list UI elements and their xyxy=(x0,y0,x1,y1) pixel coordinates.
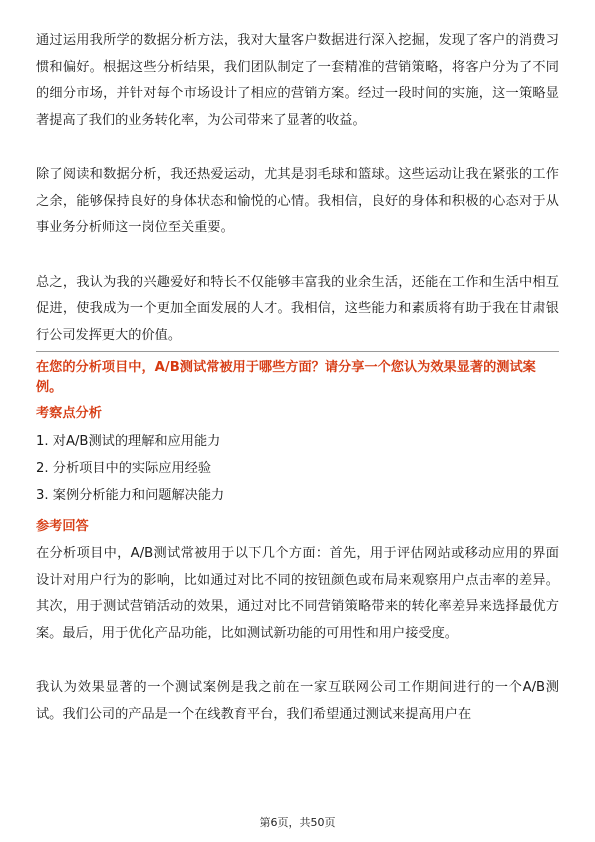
answer-title: 参考回答 xyxy=(36,519,89,534)
answer-paragraph: 在分析项目中，A/B测试常被用于以下几个方面：首先，用于评估网站或移动应用的界面设计对用户行为的影响，比如通过对比不同的按钮颜色或布局来观察用户点击率的差异。其次，用于测试营销活动的效果，通过对比不同营销策略带来的转化率差异来选择最优方案。最后，用于优化产品功能，比如测试新功能的可用性和用户接受度。 xyxy=(36,546,559,641)
analysis-item: 1. 对A/B测试的理解和应用能力 xyxy=(36,434,221,449)
analysis-item: 2. 分析项目中的实际应用经验 xyxy=(36,461,212,476)
analysis-title: 考察点分析 xyxy=(36,406,102,421)
document-page xyxy=(36,28,559,728)
interview-question: 在您的分析项目中，A/B测试常被用于哪些方面？请分享一个您认为效果显著的测试案例。 xyxy=(36,360,536,395)
paragraph-summary: 总之，我认为我的兴趣爱好和特长不仅能够丰富我的业余生活，还能在工作和生活中相互促进，使我成为一个更加全面发展的人才。我相信，这些能力和素质将有助于我在甘肃银行公司发挥更大的价值。 xyxy=(36,274,559,343)
analysis-item: 3. 案例分析能力和问题解决能力 xyxy=(36,488,225,503)
analysis-list xyxy=(36,428,559,509)
paragraph-hobbies: 除了阅读和数据分析，我还热爱运动，尤其是羽毛球和篮球。这些运动让我在紧张的工作之余，能够保持良好的身体状态和愉悦的心情。我相信，良好的身体和积极的心态对于从事业务分析师这一岗位至关重要。 xyxy=(36,167,559,235)
answer-paragraph: 我认为效果显著的一个测试案例是我之前在一家互联网公司工作期间进行的一个A/B测试。我们公司的产品是一个在线教育平台，我们希望通过测试来提高用户在 xyxy=(36,680,559,722)
page-number: 第6页，共50页 xyxy=(259,816,336,829)
section-divider xyxy=(36,351,559,352)
paragraph-data-analysis: 通过运用我所学的数据分析方法，我对大量客户数据进行深入挖掘，发现了客户的消费习惯和偏好。根据这些分析结果，我们团队制定了一套精准的营销策略，将客户分为了不同的细分市场，并针对每个市场设计了相应的营销方案。经过一段时间的实施，这一策略显著提高了我们的业务转化率，为公司带来了显著的收益。 xyxy=(36,33,559,128)
